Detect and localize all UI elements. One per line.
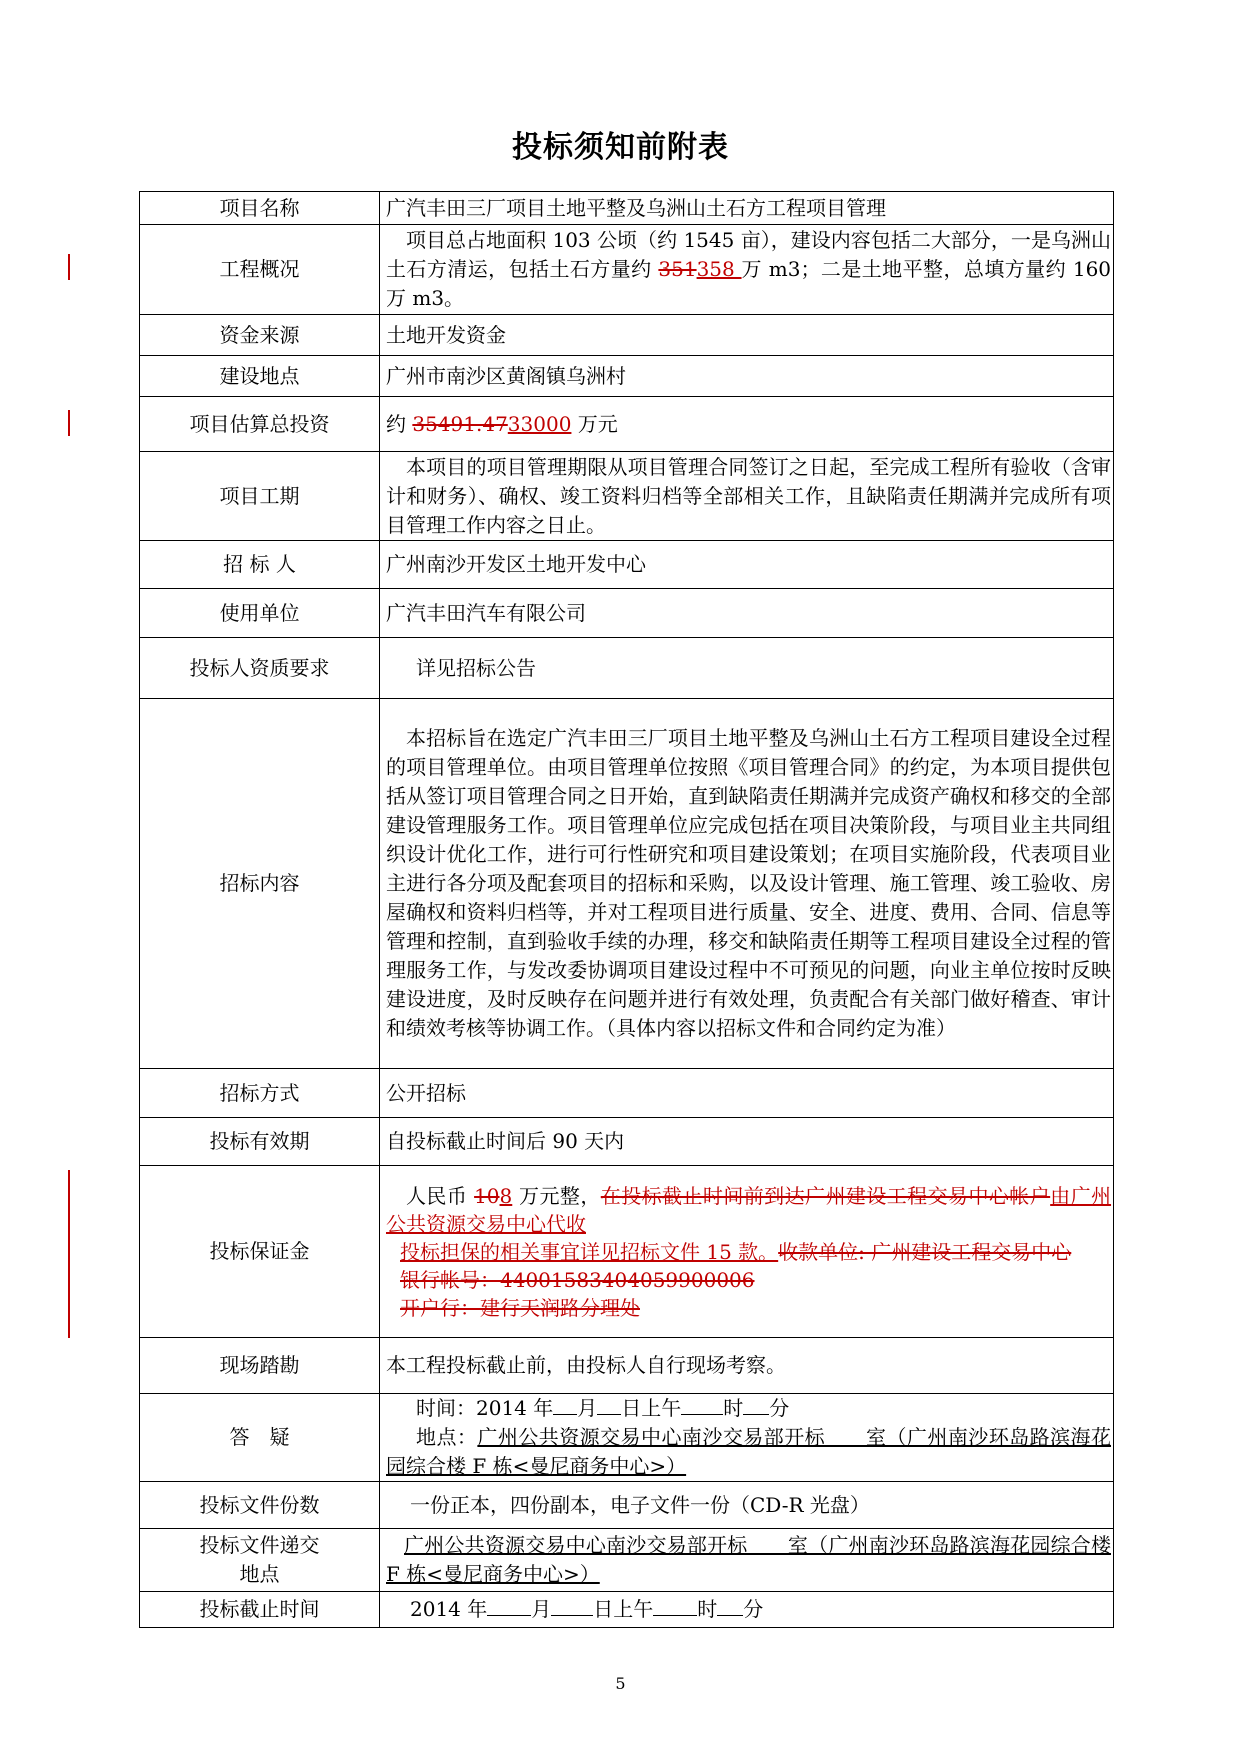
revision-bar: [68, 410, 70, 436]
table-row: [140, 315, 1114, 356]
row-label: 答 疑: [140, 1394, 380, 1482]
table-row: [140, 699, 1114, 1069]
qualification-value: 详见招标公告: [380, 638, 1114, 699]
table-row: [140, 1338, 1114, 1394]
deadline-value: 2014 年 月 日上午 时 分: [380, 1592, 1114, 1628]
deleted-text: 10: [474, 1183, 500, 1208]
bond-value: 人民币 108 万元整，在投标截止时间前到达广州建设工程交易中心帐户由广州公共资源交易中心代收 投标担保的相关事宜详见招标文件 15 款。收款单位: 广州建设工程交易中心 银行帐号：44001583404059900006 开户行：建行天润路分理处: [380, 1166, 1114, 1338]
investment-value: 约 35491.4733000 万元: [380, 397, 1114, 452]
inserted-text: 358: [696, 257, 742, 281]
deleted-text: 收款单位: 广州建设工程交易中心: [778, 1239, 1072, 1264]
content-value: 本招标旨在选定广汽丰田三厂项目土地平整及乌洲山土石方工程项目建设全过程的项目管理单位。由项目管理单位按照《项目管理合同》的约定，为本项目提供包括从签订项目管理合同之日开始，直到缺陷责任期满并完成资产确权和移交的全部建设管理服务工作。项目管理单位应完成包括在项目决策阶段，与项目业主共同组织设计优化工作，进行可行性研究和项目建设策划；在项目实施阶段，代表项目业主进行各分项及配套项目的招标和采购，以及设计管理、施工管理、竣工验收、房屋确权和资料归档等，并对工程项目进行质量、安全、进度、费用、合同、信息等管理和控制，直到验收手续的办理，移交和缺陷责任期等工程项目建设全过程的管理服务工作，与发改委协调项目建设过程中不可预见的问题，向业主单位按时反映建设进度，及时反映存在问题并进行有效处理，负责配合有关部门做好稽查、审计和绩效考核等协调工作。（具体内容以招标文件和合同约定为准）: [380, 699, 1114, 1069]
table-row: [140, 1394, 1114, 1482]
row-label: 项目工期: [140, 452, 380, 541]
table-row: [140, 1166, 1114, 1338]
location-value: 广州市南沙区黄阁镇乌洲村: [380, 356, 1114, 397]
row-label: 资金来源: [140, 315, 380, 356]
row-label: 投标文件递交地点: [140, 1529, 380, 1592]
page-number: 5: [615, 1674, 626, 1693]
table-row: [140, 1118, 1114, 1166]
row-label: 投标文件份数: [140, 1482, 380, 1529]
inserted-text: 33000: [507, 411, 572, 436]
row-label: 招标方式: [140, 1069, 380, 1118]
row-label: 项目估算总投资: [140, 397, 380, 452]
tenderer-value: 广州南沙开发区土地开发中心: [380, 541, 1114, 589]
row-label: 工程概况: [140, 225, 380, 315]
table-row: [140, 225, 1114, 315]
user-value: 广汽丰田汽车有限公司: [380, 589, 1114, 638]
deleted-text: 351: [658, 257, 697, 281]
inserted-text: 投标担保的相关事宜详见招标文件 15 款。: [400, 1239, 779, 1264]
deleted-text: 开户行：建行天润路分理处: [400, 1295, 640, 1320]
row-label: 投标有效期: [140, 1118, 380, 1166]
row-label: 投标截止时间: [140, 1592, 380, 1628]
site-visit-value: 本工程投标截止前，由投标人自行现场考察。: [380, 1338, 1114, 1394]
table-row: [140, 192, 1114, 225]
row-label: 招 标 人: [140, 541, 380, 589]
validity-value: 自投标截止时间后 90 天内: [380, 1118, 1114, 1166]
copies-value: 一份正本，四份副本，电子文件一份（CD-R 光盘）: [380, 1482, 1114, 1529]
inserted-text: 由广州公共资源交易中心代收: [386, 1183, 1112, 1236]
row-label: 投标保证金: [140, 1166, 380, 1338]
page-title: 投标须知前附表: [512, 130, 729, 165]
tender-info-table: [139, 191, 1114, 1628]
revision-bar: [68, 1170, 70, 1338]
row-label: 使用单位: [140, 589, 380, 638]
qa-place: 广州公共资源交易中心南沙交易部开标 室（广州南沙环岛路滨海花园综合楼 F 栋<曼尼商务中心>）: [386, 1425, 1112, 1478]
deleted-text: 在投标截止时间前到达广州建设工程交易中心帐户: [600, 1183, 1051, 1208]
revision-bar: [68, 254, 70, 280]
row-label: 现场踏勘: [140, 1338, 380, 1394]
row-label: 招标内容: [140, 699, 380, 1069]
deleted-text: 35491.47: [412, 411, 508, 436]
table-row: [140, 638, 1114, 699]
period-value: 本项目的项目管理期限从项目管理合同签订之日起，至完成工程所有验收（含审计和财务）、确权、竣工资料归档等全部相关工作，且缺陷责任期满并完成所有项目管理工作内容之日止。: [380, 452, 1114, 541]
inserted-text: 8: [499, 1183, 513, 1208]
row-label: 投标人资质要求: [140, 638, 380, 699]
submit-place-value: 广州公共资源交易中心南沙交易部开标 室（广州南沙环岛路滨海花园综合楼 F 栋<曼尼商务中心>）: [380, 1529, 1114, 1592]
table-row: [140, 1069, 1114, 1118]
deleted-text: 银行帐号：44001583404059900006: [400, 1267, 755, 1292]
table-row: [140, 356, 1114, 397]
qa-value: 时间：2014 年 月 日上午 时 分 地点：广州公共资源交易中心南沙交易部开标 室（广州南沙环岛路滨海花园综合楼 F 栋<曼尼商务中心>）: [380, 1394, 1114, 1482]
project-name-value: 广汽丰田三厂项目土地平整及乌洲山土石方工程项目管理: [380, 192, 1114, 225]
table-row: [140, 397, 1114, 452]
table-row: [140, 1592, 1114, 1628]
overview-value: 项目总占地面积 103 公顷（约 1545 亩），建设内容包括二大部分，一是乌洲山土石方清运，包括土石方量约 351358 万 m3；二是土地平整，总填方量约 160 万 m3。: [380, 225, 1114, 315]
table-row: [140, 1482, 1114, 1529]
row-label: 建设地点: [140, 356, 380, 397]
funding-value: 土地开发资金: [380, 315, 1114, 356]
method-value: 公开招标: [380, 1069, 1114, 1118]
table-row: [140, 1529, 1114, 1592]
table-row: [140, 589, 1114, 638]
table-row: [140, 541, 1114, 589]
table-row: [140, 452, 1114, 541]
row-label: 项目名称: [140, 192, 380, 225]
